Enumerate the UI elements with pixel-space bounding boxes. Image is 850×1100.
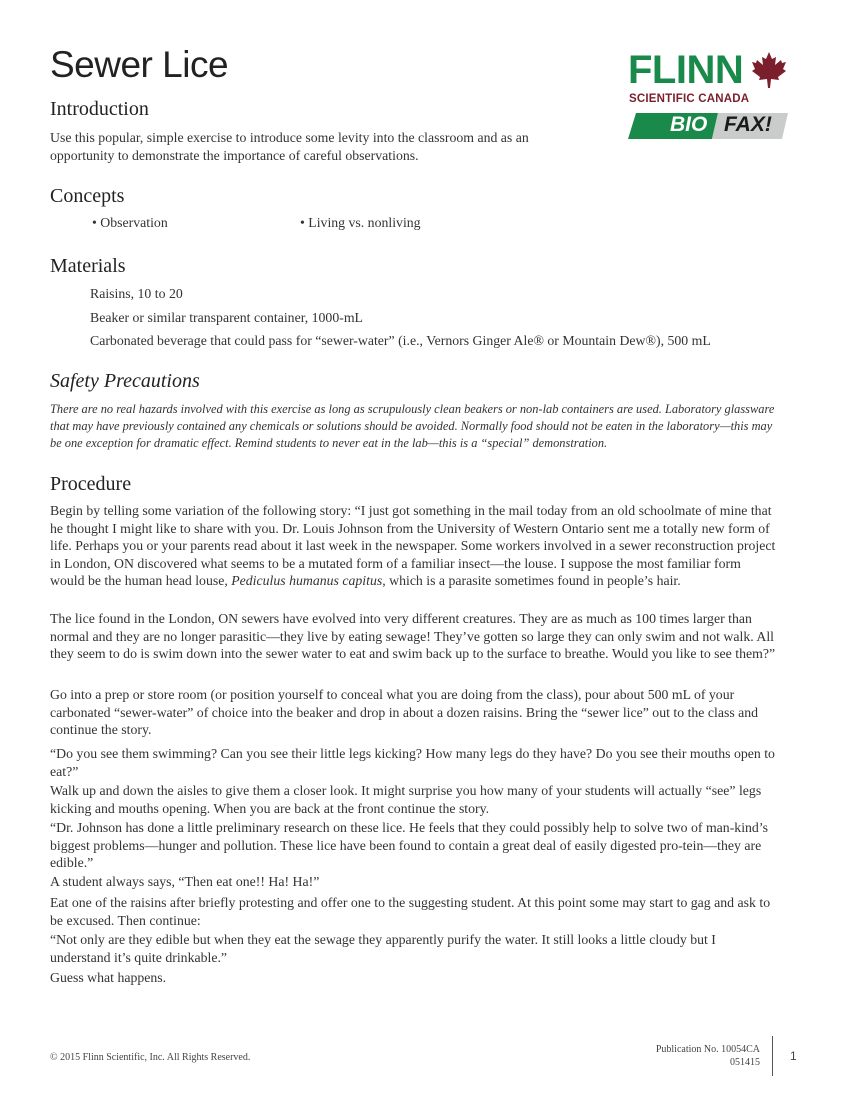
procedure-paragraph: Go into a prep or store room (or position yourself to conceal what you are doing from the class), pour about 500 mL of your carbonated “sewer-water” of choice into the beaker and drop in about a dozen raisins. Bring the “sewer lice” out to the class and continue the story.: [50, 687, 759, 737]
procedure-paragraph: [50, 502, 778, 590]
procedure-paragraph: “Not only are they edible but when they eat the sewage they apparently purify the water. It still looks a little cloudy but I understand it’s quite drinkable.”: [50, 932, 716, 965]
logo-bio-text: BIO: [670, 113, 708, 136]
material-item: Carbonated beverage that could pass for “sewer-water” (i.e., Vernors Ginger Ale® or Mountain Dew®), 500 mL: [90, 333, 711, 348]
materials-heading: Materials: [50, 255, 126, 277]
publication-number: Publication No. 10054CA: [655, 1044, 760, 1055]
introduction-text: Use this popular, simple exercise to introduce some levity into the classroom and as an opportunity to demonstrate the importance of careful observations.: [50, 130, 529, 163]
safety-heading: Safety Precautions: [50, 370, 200, 392]
procedure-paragraph: The lice found in the London, ON sewers have evolved into very different creatures. They are as much as 100 times larger than normal and they are no longer parasitic—they live by eating sewage! They’ve gotten so large they can only swim and not walk. All they seem to do is swim down into the sewer water to eat and swim back up to the surface to breathe. Would you like to see them?”: [50, 611, 776, 661]
procedure-paragraph: Guess what happens.: [50, 970, 167, 985]
material-item: Raisins, 10 to 20: [90, 286, 183, 301]
procedure-heading: Procedure: [50, 473, 132, 495]
material-item: Beaker or similar transparent container, 1000-mL: [90, 310, 363, 325]
logo-brand: FLINN: [628, 48, 744, 92]
publication-code: 051415: [730, 1057, 760, 1068]
safety-text: There are no real hazards involved with this exercise as long as scrupulously clean beakers or non-lab containers are used. Laboratory glassware that may have previously contained any chemicals or solutions should be avoided. Normally food should not be eaten in the laboratory—this may be one exception for dramatic effect. Remind students to never eat in the lab—this is a “special” demonstration.: [50, 402, 775, 450]
concepts-heading: Concepts: [50, 185, 125, 207]
logo-subtitle: SCIENTIFIC CANADA: [629, 93, 750, 105]
page-title: Sewer Lice: [50, 44, 229, 85]
procedure-text: Begin by telling some variation of the following story: “I just got something in the mail today from an old schoolmate of mine that he thought I might like to share with you. Dr. Louis Johnson from the University of Western Ontario sent me a totally new form of life. Perhaps you or your parents read about it last week in the newspaper. Some workers involved in a sewer reconstruction project in London, ON discovered what seems to be a mutated form of a familiar insect—the louse. I suppose the most familiar form would be the human head louse,: [50, 503, 776, 588]
species-name: Pediculus humanus capitus: [231, 573, 383, 588]
copyright-notice: © 2015 Flinn Scientific, Inc. All Rights Reserved.: [50, 1052, 251, 1063]
procedure-text: , which is a parasite sometimes found in people’s hair.: [382, 573, 681, 588]
procedure-paragraph: “Do you see them swimming? Can you see their little legs kicking? How many legs do they have? Do you see their mouths open to eat?”: [50, 746, 775, 779]
page-number: 1: [790, 1049, 797, 1063]
footer-divider: [772, 1036, 773, 1076]
introduction-heading: Introduction: [50, 98, 149, 120]
procedure-paragraph: Walk up and down the aisles to give them a closer look. It might surprise you how many of your students will actually “see” legs kicking and mouths opening. When you are back at the front continue the story.: [50, 783, 762, 816]
concept-item: • Observation: [92, 215, 168, 230]
maple-leaf-icon: [750, 50, 788, 90]
procedure-paragraph: “Dr. Johnson has done a little preliminary research on these lice. He feels that they could possibly help to solve two of man-kind’s biggest problems—hunger and pollution. These lice have been found to contain a great deal of easily digested pro-tein—they are edible.”: [50, 820, 769, 870]
logo-fax-text: FAX!: [724, 113, 772, 136]
procedure-paragraph: Eat one of the raisins after briefly protesting and offer one to the suggesting student. At this point some may start to gag and ask to be excused. Then continue:: [50, 895, 771, 928]
concept-item: • Living vs. nonliving: [300, 215, 421, 230]
flinn-logo: [628, 50, 793, 146]
procedure-paragraph: A student always says, “Then eat one!! Ha! Ha!”: [50, 874, 320, 889]
